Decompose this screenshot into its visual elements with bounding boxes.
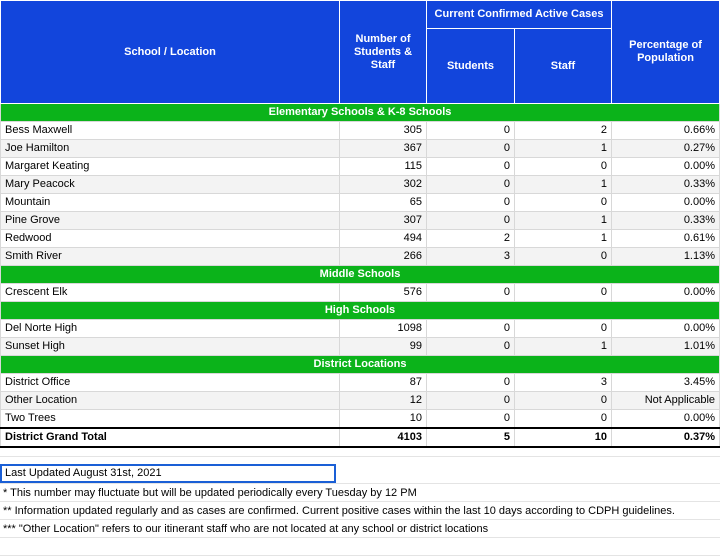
section-header[interactable]: Middle Schools — [1, 266, 720, 284]
population-cell[interactable]: 1098 — [340, 320, 427, 338]
table-row — [1, 176, 720, 194]
staff-cases-cell[interactable]: 0 — [515, 248, 612, 266]
student-cases-cell[interactable]: 0 — [427, 158, 515, 176]
staff-cases-cell[interactable]: 1 — [515, 338, 612, 356]
grid-line — [0, 483, 720, 484]
grand-total-population[interactable]: 4103 — [340, 428, 427, 447]
population-cell[interactable]: 115 — [340, 158, 427, 176]
percentage-cell[interactable]: 0.27% — [612, 140, 720, 158]
location-name-cell[interactable]: Del Norte High — [1, 320, 340, 338]
grid-line — [0, 456, 720, 457]
staff-cases-cell[interactable]: 0 — [515, 392, 612, 410]
population-cell[interactable]: 12 — [340, 392, 427, 410]
percentage-cell[interactable]: 0.00% — [612, 284, 720, 302]
location-name-cell[interactable]: Two Trees — [1, 410, 340, 429]
table-row — [1, 338, 720, 356]
header-students[interactable]: Students — [427, 29, 515, 104]
table-row — [1, 230, 720, 248]
student-cases-cell[interactable]: 0 — [427, 374, 515, 392]
student-cases-cell[interactable]: 0 — [427, 284, 515, 302]
student-cases-cell[interactable]: 0 — [427, 194, 515, 212]
percentage-cell[interactable]: 1.13% — [612, 248, 720, 266]
table-row — [1, 212, 720, 230]
location-name-cell[interactable]: Pine Grove — [1, 212, 340, 230]
staff-cases-cell[interactable]: 0 — [515, 410, 612, 429]
table-row — [1, 284, 720, 302]
student-cases-cell[interactable]: 0 — [427, 410, 515, 429]
section-header[interactable]: Elementary Schools & K-8 Schools — [1, 104, 720, 122]
section-header[interactable]: District Locations — [1, 356, 720, 374]
staff-cases-cell[interactable]: 3 — [515, 374, 612, 392]
location-name-cell[interactable]: Smith River — [1, 248, 340, 266]
table-row — [1, 122, 720, 140]
location-name-cell[interactable]: Sunset High — [1, 338, 340, 356]
table-row — [1, 374, 720, 392]
location-name-cell[interactable]: Other Location — [1, 392, 340, 410]
percentage-cell[interactable]: 0.00% — [612, 320, 720, 338]
population-cell[interactable]: 576 — [340, 284, 427, 302]
percentage-cell[interactable]: 0.00% — [612, 194, 720, 212]
percentage-cell[interactable]: 0.00% — [612, 410, 720, 429]
grid-line — [0, 555, 720, 556]
footnote-3: *** "Other Location" refers to our itinerant staff who are not located at any school or district locations — [3, 523, 489, 535]
staff-cases-cell[interactable]: 1 — [515, 212, 612, 230]
population-cell[interactable]: 307 — [340, 212, 427, 230]
percentage-cell[interactable]: 1.01% — [612, 338, 720, 356]
location-name-cell[interactable]: Redwood — [1, 230, 340, 248]
grand-total-row — [1, 428, 720, 447]
grand-total-students[interactable]: 5 — [427, 428, 515, 447]
staff-cases-cell[interactable]: 0 — [515, 320, 612, 338]
location-name-cell[interactable]: Crescent Elk — [1, 284, 340, 302]
header-percentage[interactable]: Percentage of Population — [612, 1, 720, 104]
staff-cases-cell[interactable]: 0 — [515, 158, 612, 176]
population-cell[interactable]: 99 — [340, 338, 427, 356]
percentage-cell[interactable]: 0.33% — [612, 176, 720, 194]
population-cell[interactable]: 65 — [340, 194, 427, 212]
location-name-cell[interactable]: Bess Maxwell — [1, 122, 340, 140]
header-school[interactable]: School / Location — [1, 1, 340, 104]
staff-cases-cell[interactable]: 2 — [515, 122, 612, 140]
location-name-cell[interactable]: Margaret Keating — [1, 158, 340, 176]
student-cases-cell[interactable]: 0 — [427, 212, 515, 230]
student-cases-cell[interactable]: 2 — [427, 230, 515, 248]
header-active-cases[interactable]: Current Confirmed Active Cases — [427, 1, 612, 29]
table-row — [1, 158, 720, 176]
grid-line — [0, 537, 720, 538]
student-cases-cell[interactable]: 0 — [427, 122, 515, 140]
student-cases-cell[interactable]: 0 — [427, 338, 515, 356]
student-cases-cell[interactable]: 3 — [427, 248, 515, 266]
percentage-cell[interactable]: Not Applicable — [612, 392, 720, 410]
location-name-cell[interactable]: Mary Peacock — [1, 176, 340, 194]
table-row — [1, 410, 720, 429]
student-cases-cell[interactable]: 0 — [427, 176, 515, 194]
staff-cases-cell[interactable]: 0 — [515, 284, 612, 302]
grand-total-staff[interactable]: 10 — [515, 428, 612, 447]
percentage-cell[interactable]: 0.33% — [612, 212, 720, 230]
last-updated-cell[interactable]: Last Updated August 31st, 2021 — [0, 464, 336, 483]
header-number[interactable]: Number of Students & Staff — [340, 1, 427, 104]
student-cases-cell[interactable]: 0 — [427, 140, 515, 158]
grid-line — [0, 519, 720, 520]
table-row — [1, 248, 720, 266]
grid-line — [0, 501, 720, 502]
location-name-cell[interactable]: Mountain — [1, 194, 340, 212]
staff-cases-cell[interactable]: 1 — [515, 176, 612, 194]
location-name-cell[interactable]: Joe Hamilton — [1, 140, 340, 158]
header-staff[interactable]: Staff — [515, 29, 612, 104]
population-cell[interactable]: 305 — [340, 122, 427, 140]
population-cell[interactable]: 87 — [340, 374, 427, 392]
staff-cases-cell[interactable]: 1 — [515, 230, 612, 248]
student-cases-cell[interactable]: 0 — [427, 320, 515, 338]
population-cell[interactable]: 266 — [340, 248, 427, 266]
population-cell[interactable]: 494 — [340, 230, 427, 248]
population-cell[interactable]: 302 — [340, 176, 427, 194]
percentage-cell[interactable]: 0.61% — [612, 230, 720, 248]
percentage-cell[interactable]: 0.66% — [612, 122, 720, 140]
table-row — [1, 194, 720, 212]
footnote-1: * This number may fluctuate but will be updated periodically every Tuesday by 12 PM — [3, 487, 417, 499]
staff-cases-cell[interactable]: 0 — [515, 194, 612, 212]
section-header[interactable]: High Schools — [1, 302, 720, 320]
staff-cases-cell[interactable]: 1 — [515, 140, 612, 158]
student-cases-cell[interactable]: 0 — [427, 392, 515, 410]
grand-total-label[interactable]: District Grand Total — [1, 428, 340, 447]
table-row — [1, 392, 720, 410]
table-row — [1, 140, 720, 158]
footnote-2: ** Information updated regularly and as cases are confirmed. Current positive cases within the last 10 days according to CDPH guidelines. — [3, 505, 675, 517]
percentage-cell[interactable]: 3.45% — [612, 374, 720, 392]
table-row — [1, 320, 720, 338]
percentage-cell[interactable]: 0.00% — [612, 158, 720, 176]
grand-total-percentage[interactable]: 0.37% — [612, 428, 720, 447]
population-cell[interactable]: 367 — [340, 140, 427, 158]
location-name-cell[interactable]: District Office — [1, 374, 340, 392]
population-cell[interactable]: 10 — [340, 410, 427, 429]
